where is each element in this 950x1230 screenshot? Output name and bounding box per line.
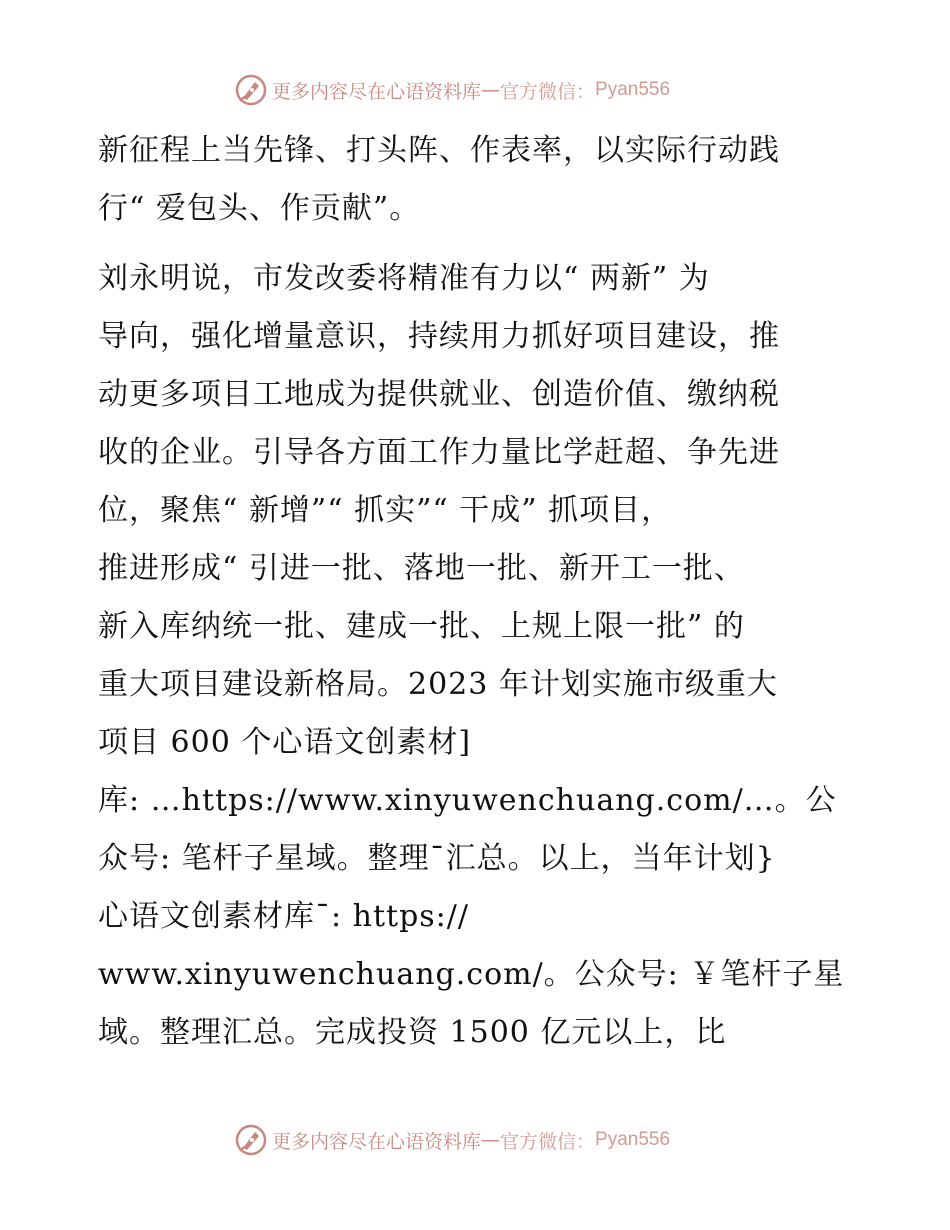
text-line: 项目 600 个心语文创素材]: [98, 725, 472, 760]
document-body: [98, 122, 858, 1062]
pen-nib-logo-icon: [234, 73, 268, 107]
watermark-wechat-id: Pyan556: [595, 79, 671, 100]
watermark-title: 更多内容尽在心语资料库: [272, 1130, 482, 1153]
text-line: 心语文创素材库¯: https://: [98, 899, 469, 934]
watermark-dash: —: [481, 79, 501, 101]
paragraph-1: [98, 122, 858, 238]
watermark-wechat-label: 官方微信：: [500, 1130, 596, 1153]
text-line: 行“ 爱包头、作贡献”。: [98, 191, 421, 226]
text-line: 重大项目建设新格局。2023 年计划实施市级重大: [98, 667, 778, 702]
text-line: 位，聚焦“ 新增”“ 抓实”“ 干成” 抓项目，: [98, 493, 673, 528]
text-line: 动更多项目工地成为提供就业、创造价值、缴纳税: [98, 377, 780, 412]
watermark-wechat-label: 官方微信：: [500, 80, 596, 103]
watermark-dash: —: [481, 1129, 501, 1151]
text-line: 收的企业。引导各方面工作力量比学赶超、争先进: [98, 435, 780, 470]
text-line: 导向，强化增量意识，持续用力抓好项目建设，推: [98, 319, 780, 354]
paragraph-2: [98, 250, 858, 1062]
text-line: 域。整理汇总。完成投资 1500 亿元以上，比: [98, 1015, 727, 1050]
footer-watermark: [234, 1122, 754, 1158]
text-line: 推进形成“ 引进一批、落地一批、新开工一批、: [98, 551, 745, 586]
text-line: 新征程上当先锋、打头阵、作表率，以实际行动践: [98, 133, 780, 168]
header-watermark: [234, 72, 754, 108]
text-line: 库: …https://www.xinyuwenchuang.com/…。公: [98, 783, 837, 818]
text-line: 众号: 笔杆子星域。整理¯汇总。以上，当年计划}: [98, 841, 776, 876]
text-line: 新入库纳统一批、建成一批、上规上限一批” 的: [98, 609, 745, 644]
text-line: www.xinyuwenchuang.com/。公众号: ￥笔杆子星: [98, 957, 845, 992]
paragraph-gap: [98, 238, 858, 250]
pen-nib-logo-icon: [234, 1123, 268, 1157]
watermark-wechat-id: Pyan556: [595, 1129, 671, 1150]
text-line: 刘永明说，市发改委将精准有力以“ 两新” 为: [98, 261, 710, 296]
watermark-title: 更多内容尽在心语资料库: [272, 80, 482, 103]
